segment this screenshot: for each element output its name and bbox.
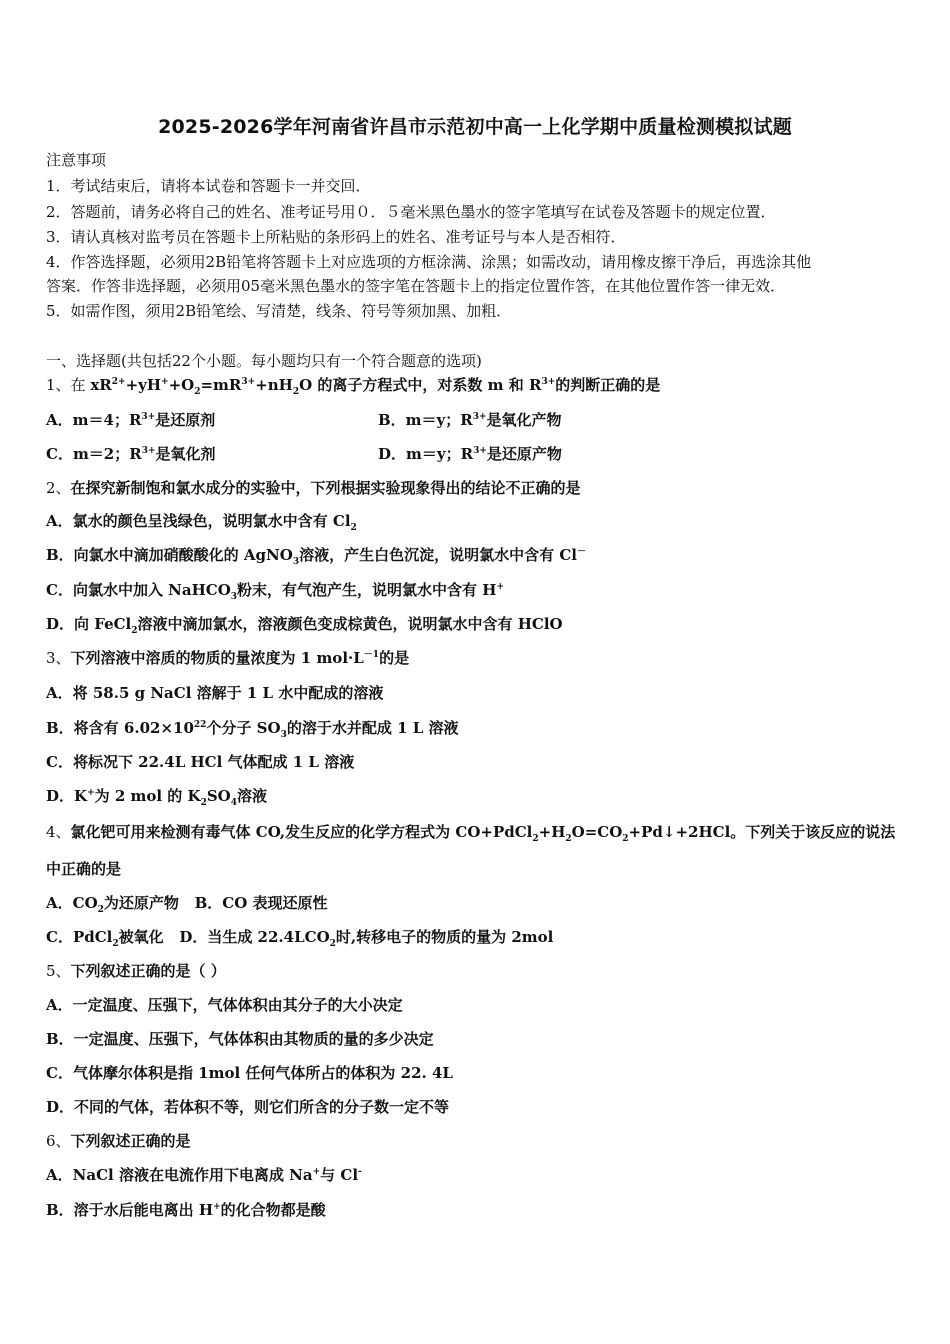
formula: +O xyxy=(168,376,195,394)
superscript: + xyxy=(213,1202,221,1212)
text: D． xyxy=(46,787,75,805)
formula: 1mol xyxy=(198,1064,241,1082)
question-number: 6、 xyxy=(46,1132,71,1150)
text: 。下列关于该反应的说法 xyxy=(730,823,896,841)
formula: CO xyxy=(222,894,248,912)
text: 的判断正确的是 xyxy=(555,376,661,394)
formula: 22.4L HCl xyxy=(138,753,223,771)
text: 是氧化产物 xyxy=(486,411,562,429)
text: 和 xyxy=(503,376,529,394)
notice-item: 5．如需作图，须用2B铅笔绘、写清楚，线条、符号等须加黑、加粗． xyxy=(46,302,512,320)
formula: NaCl xyxy=(72,1166,114,1184)
question-6-option-a xyxy=(46,1165,362,1185)
text: A． xyxy=(46,894,73,912)
superscript: － xyxy=(576,547,586,557)
formula: 1 L xyxy=(397,719,424,737)
text: 发生反应的化学方程式为 xyxy=(285,823,456,841)
formula: +nH xyxy=(255,376,293,394)
formula: =mR xyxy=(200,376,242,394)
superscript: 3+ xyxy=(472,412,487,422)
formula: +Pd↓+2HCl xyxy=(628,823,731,841)
question-4-stem xyxy=(46,822,895,842)
formula: R xyxy=(528,376,542,394)
subscript: 4 xyxy=(230,798,238,808)
question-number: 2、 xyxy=(46,479,71,497)
text: 氯化钯可用来检测有毒气体 xyxy=(70,823,256,841)
text: 水中配成的溶液 xyxy=(273,684,384,702)
formula: PdCl xyxy=(72,928,113,946)
formula: Na xyxy=(289,1166,313,1184)
text: 是还原产物 xyxy=(486,445,562,463)
question-5-option-c xyxy=(46,1063,453,1083)
text: B．向氯水中滴加硝酸酸化的 xyxy=(46,546,244,564)
formula: K xyxy=(74,787,88,805)
text: 气体配成 xyxy=(222,753,293,771)
text: C．气体摩尔体积是指 xyxy=(46,1064,199,1082)
formula: Cl xyxy=(340,1166,359,1184)
subscript: 3 xyxy=(292,557,300,567)
question-4-options-cd xyxy=(46,927,553,947)
question-2-option-c xyxy=(46,580,504,600)
text: 任何气体所占的体积为 xyxy=(240,1064,401,1082)
subscript: 2 xyxy=(194,387,201,397)
formula: O xyxy=(299,376,313,394)
text: 溶解于 xyxy=(191,684,247,702)
superscript: + xyxy=(161,377,169,387)
text: C． xyxy=(46,928,73,946)
formula: HClO xyxy=(517,615,563,633)
subscript: 2 xyxy=(200,798,207,808)
text: D．当生成 xyxy=(179,928,258,946)
text: 时,转移电子的物质的量为 xyxy=(335,928,512,946)
formula: H xyxy=(198,1201,214,1219)
formula: NaHCO xyxy=(168,581,231,599)
text: 个分子 xyxy=(206,719,257,737)
text: 溶液，产生白色沉淀，说明氯水中含有 xyxy=(299,546,560,564)
text: A．将 xyxy=(46,684,93,702)
formula: O=CO xyxy=(571,823,623,841)
subscript: 2 xyxy=(532,834,539,844)
formula: CO+PdCl xyxy=(455,823,533,841)
text: 下列叙述正确的是（ ） xyxy=(70,962,226,980)
subscript: 2 xyxy=(97,905,104,915)
text: D．向 xyxy=(46,615,95,633)
text: 溶液 xyxy=(237,787,268,805)
question-4-options-ab xyxy=(46,893,328,913)
subscript: 2 xyxy=(131,626,138,636)
question-2-option-a xyxy=(46,511,357,531)
formula: +H xyxy=(538,823,566,841)
question-number: 3、 xyxy=(46,649,71,667)
subscript: 2 xyxy=(350,523,357,533)
text: B．溶于水后能电离出 xyxy=(46,1201,199,1219)
formula: SO xyxy=(206,787,231,805)
text: B． xyxy=(194,894,223,912)
subscript: 2 xyxy=(622,834,629,844)
superscript: 2+ xyxy=(111,377,126,387)
text: 在 xyxy=(70,376,91,394)
text: 表现还原性 xyxy=(247,894,328,912)
superscript: 3+ xyxy=(473,446,487,456)
superscript: + xyxy=(87,788,95,798)
text: 下列叙述正确的是 xyxy=(70,1132,191,1150)
superscript: －1 xyxy=(363,650,380,660)
formula: AgNO xyxy=(243,546,293,564)
formula: H xyxy=(482,581,497,599)
question-1-stem xyxy=(46,375,660,395)
text: B．m＝y；R xyxy=(378,411,473,429)
superscript: 3+ xyxy=(241,377,256,387)
formula: 1 mol·L xyxy=(300,649,364,667)
formula: 6.02×10 xyxy=(123,719,194,737)
formula: 2mol xyxy=(511,928,554,946)
question-1-option-d xyxy=(378,444,562,464)
question-2-option-d xyxy=(46,614,563,634)
question-number: 1、 xyxy=(46,376,71,394)
formula: CO, xyxy=(255,823,286,841)
question-5-stem xyxy=(46,961,226,981)
text: 的溶于水并配成 xyxy=(286,719,398,737)
text: 是还原剂 xyxy=(155,411,216,429)
text: 的化合物都是酸 xyxy=(220,1201,326,1219)
formula: Cl xyxy=(332,512,351,530)
text: 溶液 xyxy=(423,719,459,737)
formula: 22. 4L xyxy=(400,1064,453,1082)
text: D．m＝y；R xyxy=(378,445,474,463)
subscript: 3 xyxy=(230,592,238,602)
subscript: 2 xyxy=(112,939,119,949)
text: 为还原产物 xyxy=(103,894,179,912)
superscript: + xyxy=(496,582,505,592)
text: 下列溶液中溶质的物质的量浓度为 xyxy=(70,649,301,667)
formula: FeCl xyxy=(94,615,132,633)
text: 被氧化 xyxy=(118,928,164,946)
question-5-option-a: A．一定温度、压强下，气体体积由其分子的大小决定 xyxy=(46,996,403,1014)
notice-item: 4．作答选择题，必须用2B铅笔将答题卡上对应选项的方框涂满、涂黑；如需改动，请用橡皮擦干净后，再选涂其他 xyxy=(46,253,812,271)
question-6-stem xyxy=(46,1131,191,1151)
subscript: 2 xyxy=(292,387,300,397)
question-3-stem xyxy=(46,648,409,668)
text: 与 xyxy=(320,1166,341,1184)
superscript: + xyxy=(312,1167,321,1177)
question-3-option-a xyxy=(46,683,383,703)
formula: m xyxy=(487,376,504,394)
notice-item: 答案．作答非选择题，必须用05毫米黑色墨水的签字笔在答题卡上的指定位置作答，在其他位置作答一律无效． xyxy=(46,277,786,295)
question-4-stem-continued: 中正确的是 xyxy=(46,860,122,878)
formula: SO xyxy=(256,719,281,737)
text: A．氯水的颜色呈浅绿色，说明氯水中含有 xyxy=(46,512,333,530)
question-6-option-b xyxy=(46,1200,326,1220)
text: A．m＝4；R xyxy=(46,411,142,429)
notice-heading: 注意事项 xyxy=(46,151,107,169)
page-title: 2025-2026学年河南省许昌市示范初中高一上化学期中质量检测模拟试题 xyxy=(158,116,792,138)
text: 粉末，有气泡产生，说明氯水中含有 xyxy=(237,581,483,599)
question-5-option-b: B．一定温度、压强下，气体体积由其物质的量的多少决定 xyxy=(46,1030,434,1048)
superscript: 3+ xyxy=(141,446,156,456)
question-1-option-a xyxy=(46,410,215,430)
question-number: 5、 xyxy=(46,962,71,980)
text: C．将标况下 xyxy=(46,753,139,771)
text: 是氧化剂 xyxy=(155,445,216,463)
notice-item: 1．考试结束后，请将本试卷和答题卡一并交回． xyxy=(46,177,371,195)
notice-item: 3．请认真核对监考员在答题卡上所粘贴的条形码上的姓名、准考证号与本人是否相符． xyxy=(46,228,626,246)
superscript: - xyxy=(358,1167,362,1177)
question-3-option-d xyxy=(46,786,267,806)
text: 的 xyxy=(162,787,188,805)
notice-item: 2．答题前，请务必将自己的姓名、准考证号用０．５毫米黑色墨水的签字笔填写在试卷及答题卡的规定位置． xyxy=(46,203,776,221)
text: 的离子方程式中，对系数 xyxy=(312,376,488,394)
formula: 22.4LCO xyxy=(257,928,330,946)
formula: +yH xyxy=(125,376,162,394)
text: 的是 xyxy=(379,649,410,667)
text: 溶液中滴加氯水，溶液颜色变成棕黄色，说明氯水中含有 xyxy=(137,615,518,633)
formula: CO xyxy=(72,894,98,912)
formula: Cl xyxy=(559,546,577,564)
question-2-stem xyxy=(46,478,581,498)
formula: 58.5 g NaCl xyxy=(92,684,192,702)
subscript: 3 xyxy=(280,730,287,740)
question-number: 4、 xyxy=(46,823,71,841)
superscript: 22 xyxy=(193,720,207,730)
question-3-option-c xyxy=(46,752,354,772)
superscript: 3+ xyxy=(541,377,556,387)
subscript: 2 xyxy=(565,834,572,844)
question-1-option-b xyxy=(378,410,562,430)
formula: 1 L xyxy=(292,753,319,771)
question-3-option-b xyxy=(46,718,459,738)
question-2-option-b xyxy=(46,545,586,565)
formula: K xyxy=(187,787,201,805)
formula: xR xyxy=(90,376,112,394)
formula: 2 mol xyxy=(114,787,163,805)
text: C．m＝2；R xyxy=(46,445,142,463)
text: A． xyxy=(46,1166,73,1184)
text: B．将含有 xyxy=(46,719,124,737)
text: 溶液 xyxy=(318,753,355,771)
text: 在探究新制饱和氯水成分的实验中，下列根据实验现象得出的结论不正确的是 xyxy=(70,479,581,497)
section-heading: 一、选择题(共包括22个小题。每小题均只有一个符合题意的选项) xyxy=(46,352,482,370)
text: C．向氯水中加入 xyxy=(46,581,169,599)
text: 溶液在电流作用下电离成 xyxy=(113,1166,290,1184)
text: 为 xyxy=(94,787,115,805)
question-1-option-c xyxy=(46,444,216,464)
question-5-option-d: D．不同的气体，若体积不等，则它们所含的分子数一定不等 xyxy=(46,1098,450,1116)
superscript: 3+ xyxy=(141,412,156,422)
formula: 1 L xyxy=(246,684,274,702)
subscript: 2 xyxy=(329,939,336,949)
